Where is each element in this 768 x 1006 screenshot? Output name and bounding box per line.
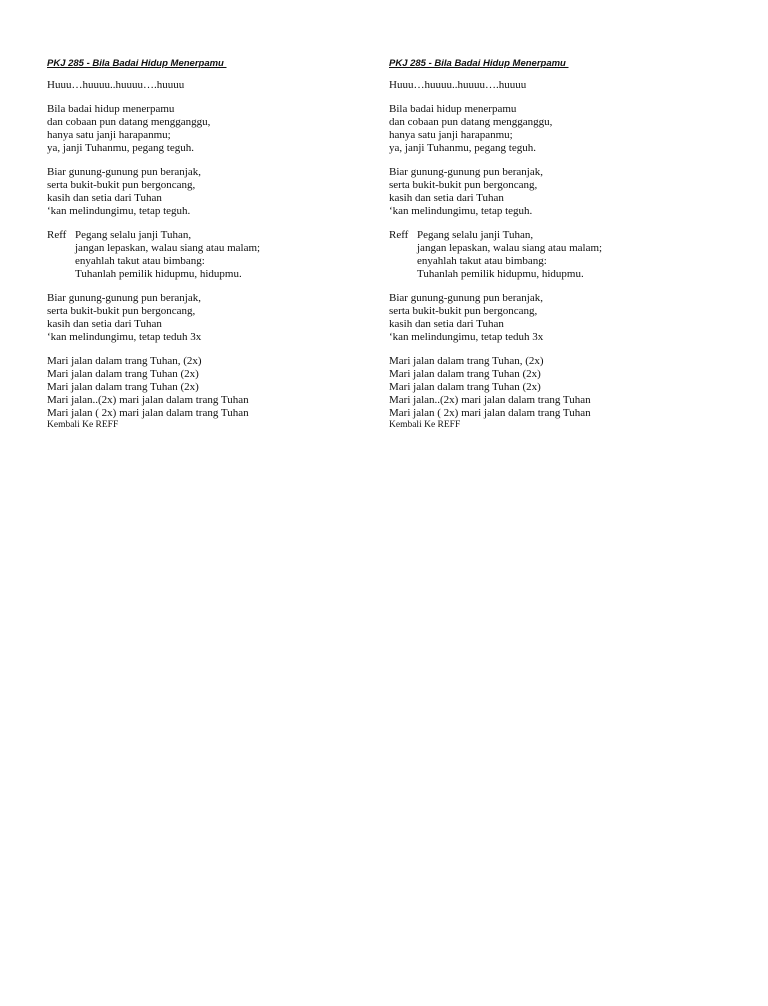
lyric-line: Pegang selalu janji Tuhan, bbox=[417, 229, 534, 241]
reff-stanza bbox=[389, 229, 719, 281]
stanza-2 bbox=[47, 166, 377, 218]
lyric-line: Mari jalan dalam trang Tuhan (2x) bbox=[389, 381, 541, 393]
lyric-line: Biar gunung-gunung pun beranjak, bbox=[389, 166, 543, 178]
stanza-3 bbox=[389, 292, 719, 344]
lyrics-column-left bbox=[47, 58, 377, 431]
reff-label: Reff bbox=[47, 229, 67, 241]
lyric-line: Mari jalan dalam trang Tuhan, (2x) bbox=[47, 355, 202, 367]
lyric-line: serta bukit-bukit pun bergoncang, bbox=[389, 305, 538, 317]
stanza-2 bbox=[389, 166, 719, 218]
lyric-line: dan cobaan pun datang mengganggu, bbox=[47, 116, 211, 128]
lyric-line: ‘kan melindungimu, tetap teduh 3x bbox=[47, 331, 202, 343]
lyric-line: jangan lepaskan, walau siang atau malam; bbox=[75, 242, 261, 254]
lyric-line: enyahlah takut atau bimbang: bbox=[75, 255, 205, 267]
lyric-line: Mari jalan dalam trang Tuhan (2x) bbox=[47, 381, 199, 393]
lyric-line: Mari jalan dalam trang Tuhan (2x) bbox=[389, 368, 541, 380]
lyric-line: Mari jalan..(2x) mari jalan dalam trang Tuhan bbox=[389, 394, 591, 406]
stanza-4 bbox=[47, 355, 377, 420]
stanza-4 bbox=[389, 355, 719, 420]
lyric-line: Mari jalan ( 2x) mari jalan dalam trang Tuhan bbox=[389, 407, 591, 419]
song-title: PKJ 285 - Bila Badai Hidup Menerpamu bbox=[47, 58, 227, 69]
lyric-line: hanya satu janji harapanmu; bbox=[389, 129, 513, 141]
footer-note: Kembali Ke REFF bbox=[47, 420, 119, 430]
intro-line: Huuu…huuuu..huuuu….huuuu bbox=[47, 79, 185, 91]
footer-note: Kembali Ke REFF bbox=[389, 420, 461, 430]
song-title: PKJ 285 - Bila Badai Hidup Menerpamu bbox=[389, 58, 569, 69]
reff-label: Reff bbox=[389, 229, 409, 241]
reff-lines bbox=[417, 229, 719, 281]
stanza-1 bbox=[47, 103, 377, 155]
lyric-line: Mari jalan..(2x) mari jalan dalam trang Tuhan bbox=[47, 394, 249, 406]
lyric-line: kasih dan setia dari Tuhan bbox=[47, 318, 162, 330]
lyric-line: kasih dan setia dari Tuhan bbox=[47, 192, 162, 204]
stanza-1 bbox=[389, 103, 719, 155]
stanza-3 bbox=[47, 292, 377, 344]
reff-stanza bbox=[47, 229, 377, 281]
lyric-line: serta bukit-bukit pun bergoncang, bbox=[47, 305, 196, 317]
lyric-line: dan cobaan pun datang mengganggu, bbox=[389, 116, 553, 128]
lyric-line: hanya satu janji harapanmu; bbox=[47, 129, 171, 141]
lyric-line: serta bukit-bukit pun bergoncang, bbox=[389, 179, 538, 191]
lyric-line: Pegang selalu janji Tuhan, bbox=[75, 229, 192, 241]
lyric-line: ya, janji Tuhanmu, pegang teguh. bbox=[389, 142, 536, 154]
lyric-line: Mari jalan dalam trang Tuhan (2x) bbox=[47, 368, 199, 380]
lyric-line: kasih dan setia dari Tuhan bbox=[389, 192, 504, 204]
lyric-line: jangan lepaskan, walau siang atau malam; bbox=[417, 242, 603, 254]
lyric-line: kasih dan setia dari Tuhan bbox=[389, 318, 504, 330]
lyric-line: Tuhanlah pemilik hidupmu, hidupmu. bbox=[75, 268, 242, 280]
lyric-line: ‘kan melindungimu, tetap teguh. bbox=[389, 205, 533, 217]
lyric-line: Mari jalan ( 2x) mari jalan dalam trang Tuhan bbox=[47, 407, 249, 419]
lyric-line: Bila badai hidup menerpamu bbox=[47, 103, 175, 115]
lyric-line: ya, janji Tuhanmu, pegang teguh. bbox=[47, 142, 194, 154]
lyric-line: ‘kan melindungimu, tetap teguh. bbox=[47, 205, 191, 217]
lyric-line: enyahlah takut atau bimbang: bbox=[417, 255, 547, 267]
lyric-line: serta bukit-bukit pun bergoncang, bbox=[47, 179, 196, 191]
reff-lines bbox=[75, 229, 377, 281]
lyric-line: Mari jalan dalam trang Tuhan, (2x) bbox=[389, 355, 544, 367]
lyric-line: Biar gunung-gunung pun beranjak, bbox=[389, 292, 543, 304]
intro-line: Huuu…huuuu..huuuu….huuuu bbox=[389, 79, 527, 91]
lyric-line: Biar gunung-gunung pun beranjak, bbox=[47, 166, 201, 178]
lyric-line: Biar gunung-gunung pun beranjak, bbox=[47, 292, 201, 304]
lyric-line: ‘kan melindungimu, tetap teduh 3x bbox=[389, 331, 544, 343]
lyric-line: Tuhanlah pemilik hidupmu, hidupmu. bbox=[417, 268, 584, 280]
lyrics-column-right bbox=[389, 58, 719, 431]
lyric-line: Bila badai hidup menerpamu bbox=[389, 103, 517, 115]
